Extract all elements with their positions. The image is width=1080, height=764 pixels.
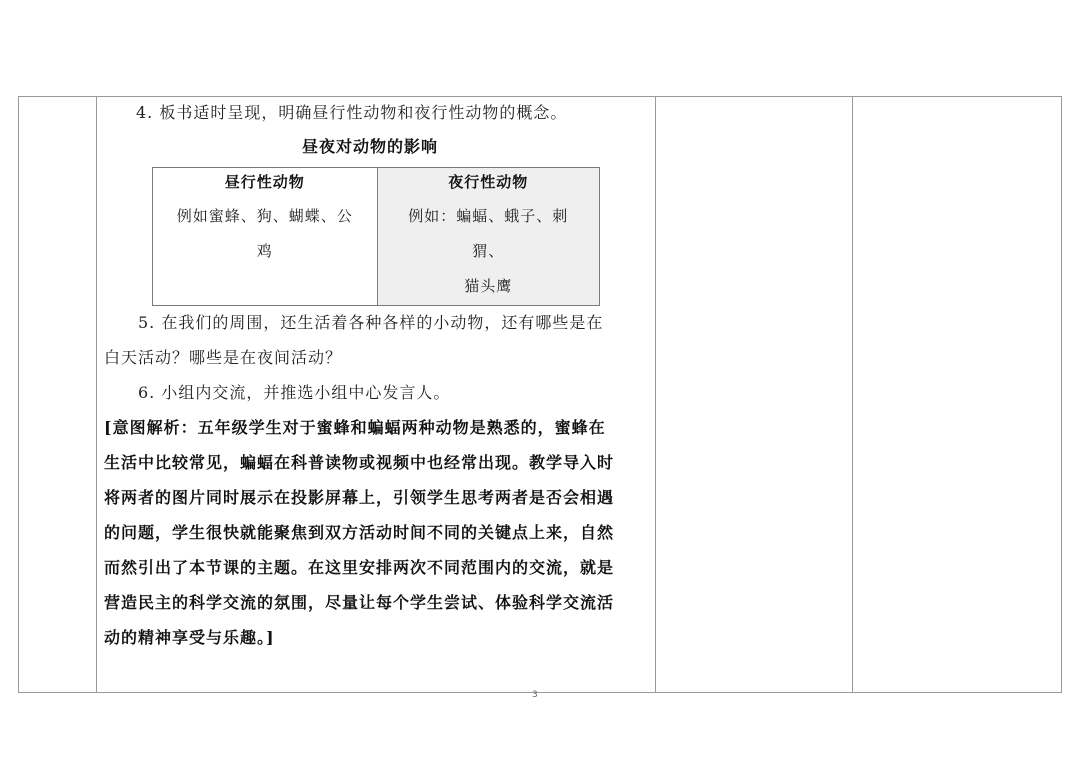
table-bottom-border: [18, 692, 1062, 693]
diurnal-examples-line-2: 鸡: [256, 242, 273, 260]
nocturnal-examples-line-2: 猬、: [472, 242, 505, 260]
table-column-divider-2: [96, 96, 97, 693]
diurnal-column: [153, 168, 378, 305]
page-number: 3: [532, 690, 538, 700]
day-night-animal-table: [152, 167, 600, 306]
intent-analysis-line-1: [意图解析：五年级学生对于蜜蜂和蝙蝠两种动物是熟悉的，蜜蜂在: [104, 418, 606, 437]
table-column-divider-3: [655, 96, 656, 693]
intent-analysis-line-5: 而然引出了本节课的主题。在这里安排两次不同范围内的交流，就是: [104, 558, 615, 577]
nocturnal-examples-line-3: 猫头鹰: [464, 277, 513, 295]
intent-analysis-line-3: 将两者的图片同时展示在投影屏幕上，引领学生思考两者是否会相遇: [104, 488, 615, 507]
table-column-divider-1: [18, 96, 19, 693]
table-top-border: [18, 96, 1062, 97]
step-5-text-line-2: 白天活动？哪些是在夜间活动？: [104, 348, 343, 367]
table-column-divider-5: [1061, 96, 1062, 693]
table-title: 昼夜对动物的影响: [302, 137, 439, 156]
nocturnal-examples-line-1: 例如：蝙蝠、蛾子、刺: [408, 207, 569, 225]
step-6-text: 6. 小组内交流，并推选小组中心发言人。: [138, 383, 451, 402]
diurnal-header: 昼行性动物: [224, 173, 305, 191]
nocturnal-header: 夜行性动物: [448, 173, 529, 191]
table-column-divider-4: [852, 96, 853, 693]
step-5-text-line-1: 5. 在我们的周围，还生活着各种各样的小动物，还有哪些是在: [138, 313, 604, 332]
intent-analysis-line-4: 的问题，学生很快就能聚焦到双方活动时间不同的关键点上来，自然: [104, 523, 615, 542]
intent-analysis-line-2: 生活中比较常见，蝙蝠在科普读物或视频中也经常出现。教学导入时: [104, 453, 615, 472]
step-4-text: 4. 板书适时呈现，明确昼行性动物和夜行性动物的概念。: [136, 103, 568, 122]
intent-analysis-line-6: 营造民主的科学交流的氛围，尽量让每个学生尝试、体验科学交流活: [104, 593, 615, 612]
intent-analysis-line-7: 动的精神享受与乐趣。]: [104, 628, 275, 647]
nocturnal-column: [378, 168, 600, 305]
diurnal-examples-line-1: 例如蜜蜂、狗、蝴蝶、公: [176, 207, 353, 225]
